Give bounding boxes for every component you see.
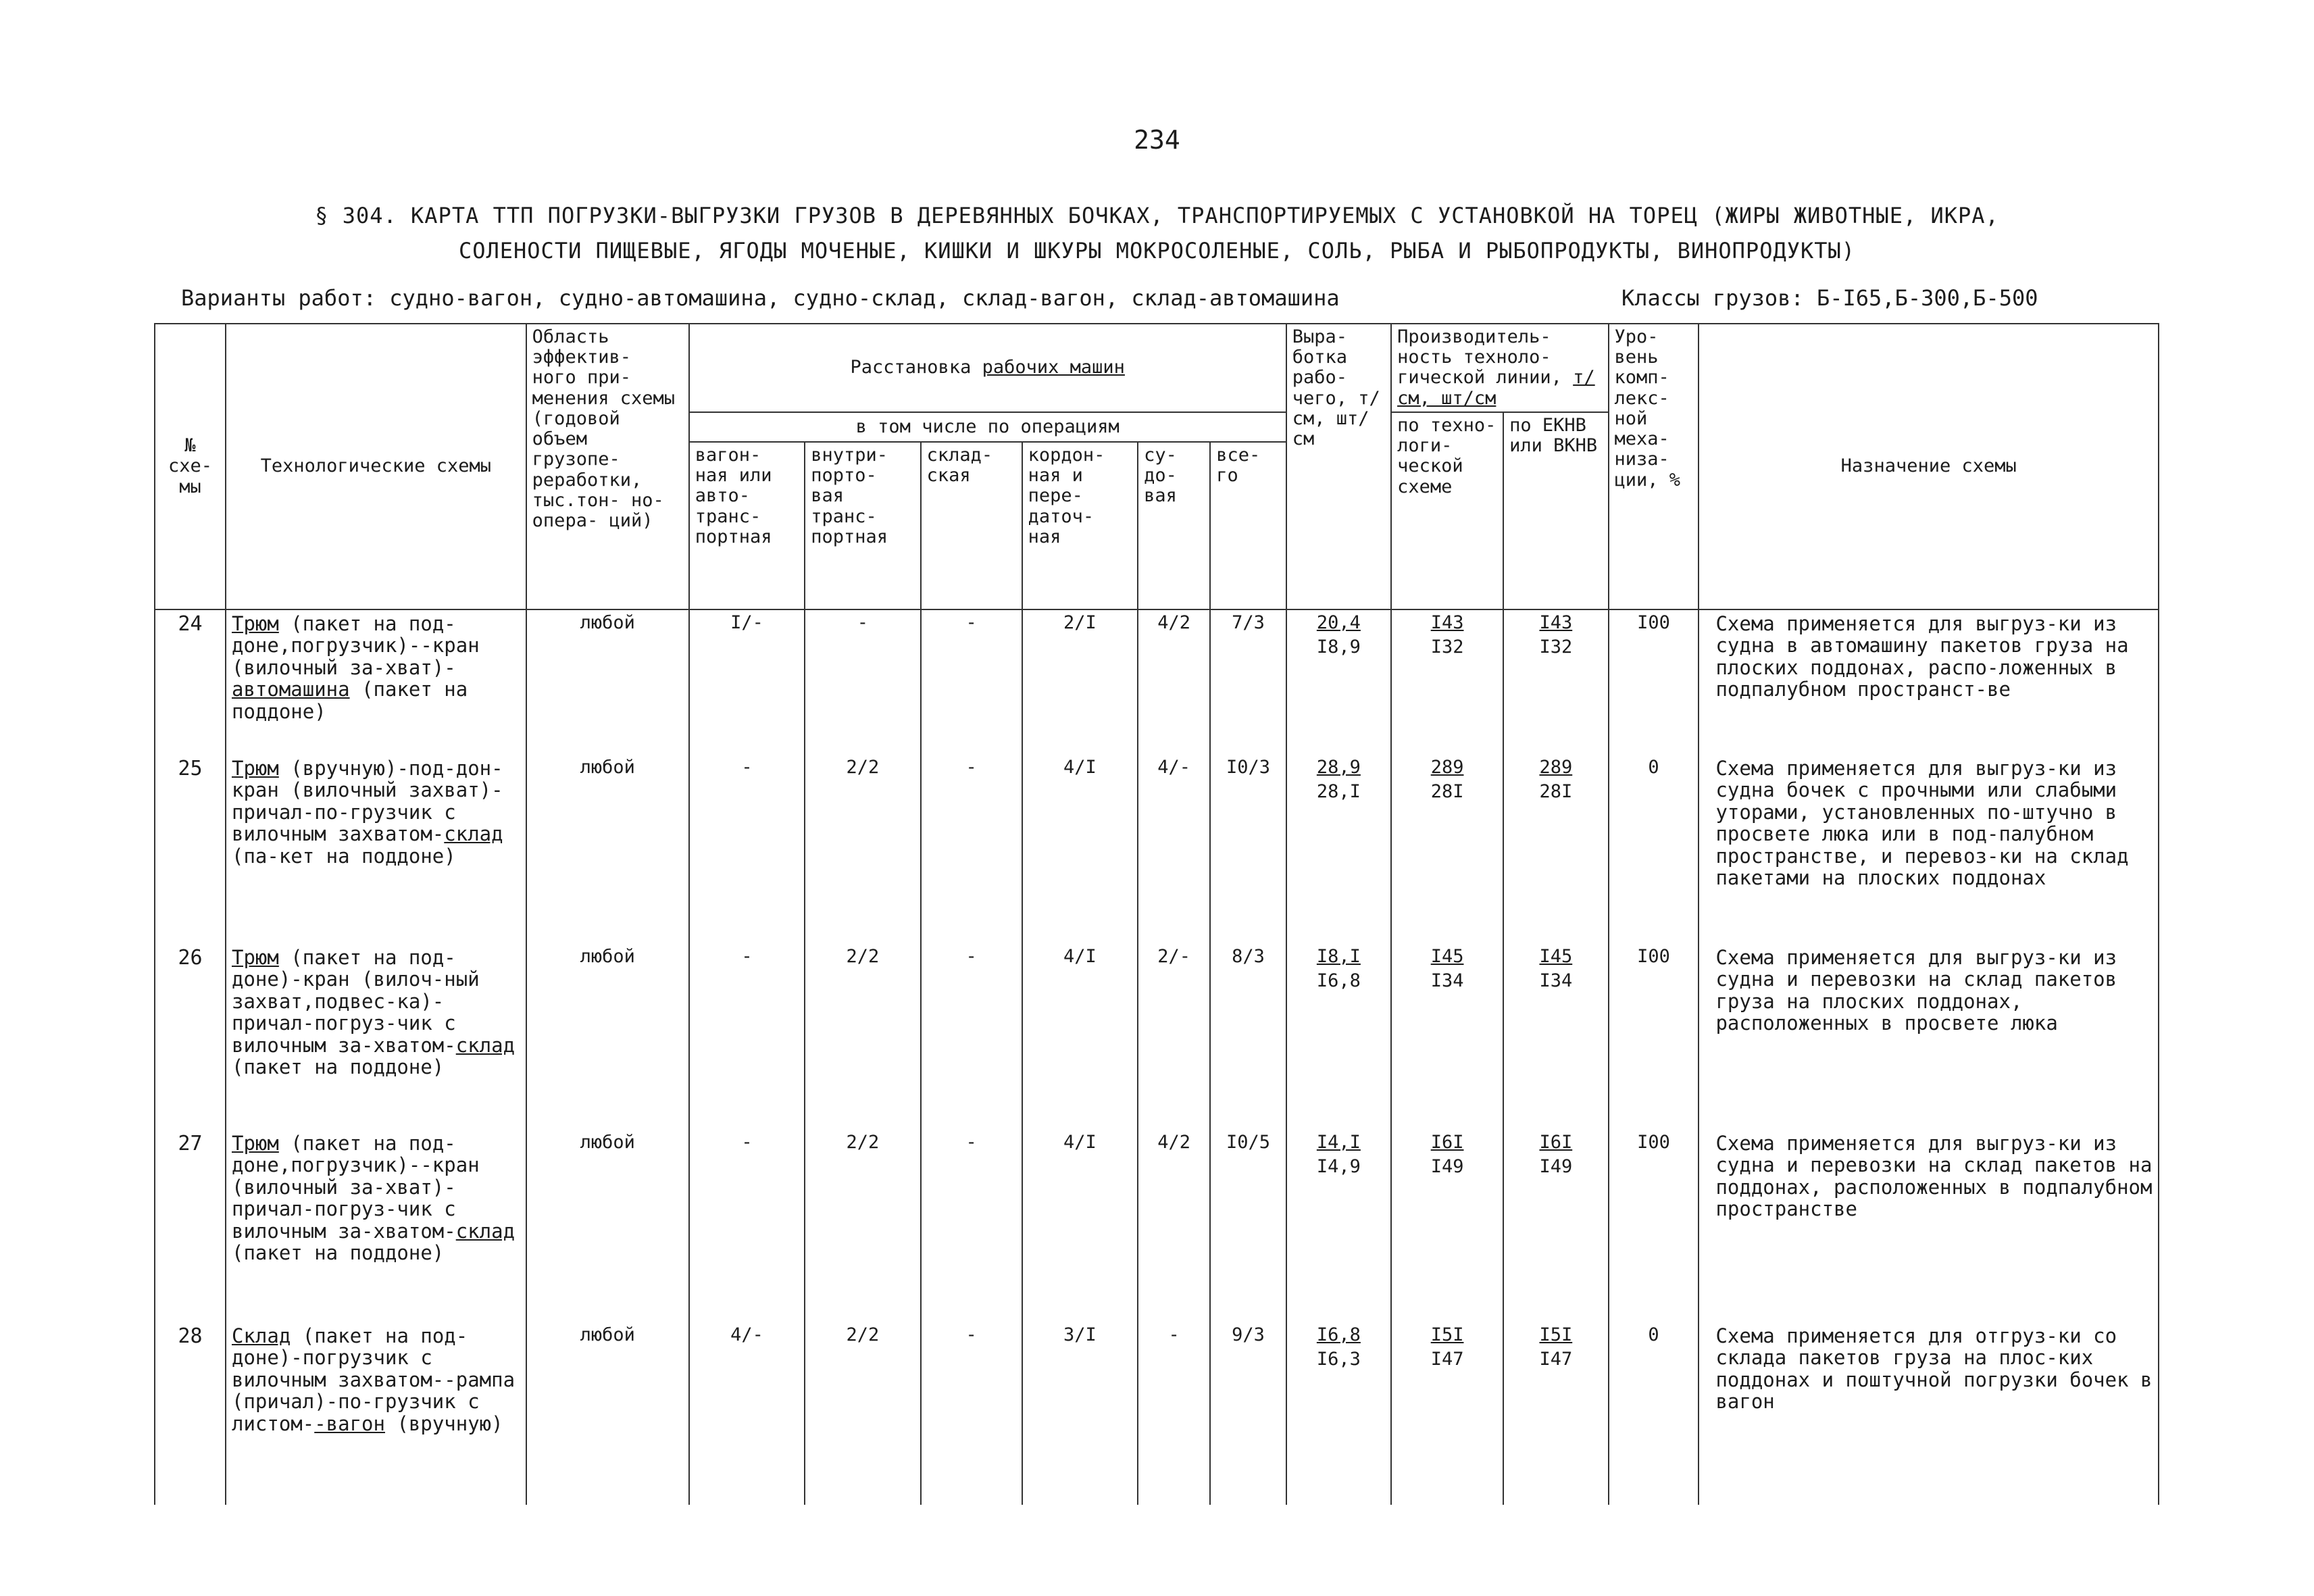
scheme-purpose: Схема применяется для выгруз-ки из судна и перевозки на склад пакетов груза на плоских поддонах, расположенных в просвете люка [1699,944,2159,1130]
worker-output-bottom: I6,3 [1316,1349,1361,1370]
table-row [155,755,2159,944]
productivity-by-scheme [1391,944,1503,1130]
scheme-text-part: (пакет на под-доне,погрузчик)--кран (вилочный за-хват)-причал-погруз-чик с вилочным за-хватом- [232,1131,480,1243]
worker-output-bottom: 28,I [1316,781,1361,803]
total-cell: I0/5 [1210,1130,1286,1322]
header-line-productivity [1391,324,1608,412]
table-row [155,944,2159,1130]
header-mechanization-level: Уро- вень комп- лекс- ной меха- низа- ции, % [1609,324,1699,609]
productivity-by-scheme-top: I5I [1430,1324,1464,1345]
productivity-by-ekhv-top: 289 [1539,756,1573,778]
scheme-purpose: Схема применяется для выгруз-ки из судна и перевозки на склад пакетов на поддонах, расположенных в подпалубном пространстве [1699,1130,2159,1322]
scheme-text-part: Трюм [232,756,279,780]
worker-output [1286,944,1391,1130]
header-machine-placement [689,324,1286,412]
quay-cell: 4/I [1022,755,1138,944]
header-wagon: вагон- ная или авто- транс- портная [689,442,805,609]
header-machine-placement-underlined: рабочих машин [982,357,1125,378]
productivity-by-ekhv [1503,1130,1608,1322]
table-body [155,609,2159,1505]
productivity-by-scheme [1391,755,1503,944]
productivity-by-ekhv-top: I45 [1539,945,1573,967]
warehouse-cell: - [921,755,1022,944]
productivity-by-ekhv-top: I5I [1539,1324,1573,1345]
worker-output-bottom: I6,8 [1316,970,1361,992]
scheme-text-part: (пакет на поддоне) [232,1241,445,1265]
header-productivity-units: т/см, шт/см [1397,367,1595,409]
scheme-text-part: (пакет на под-доне)-кран (вилоч-ный захват,подвес-ка)-причал-погруз-чик с вилочным за-хватом- [232,945,480,1057]
header-internal-port: внутри- порто- вая транс- портная [805,442,920,609]
total-cell: 9/3 [1210,1322,1286,1505]
header-scheme-purpose: Назначение схемы [1699,324,2159,609]
header-worker-output: Выра- ботка рабо- чего, т/см, шт/см [1286,324,1391,609]
internal-port-cell: - [805,609,920,755]
productivity-by-scheme-top: I6I [1430,1131,1464,1153]
scheme-number: 26 [155,944,226,1130]
productivity-by-scheme-bottom: 28I [1430,781,1464,803]
worker-output-top: 28,9 [1316,756,1361,778]
scheme-number: 28 [155,1322,226,1505]
technological-scheme [226,609,526,755]
wagon-cell: - [689,755,805,944]
warehouse-cell: - [921,1130,1022,1322]
scheme-text-part: (па-кет на поддоне) [232,844,456,868]
productivity-by-scheme-bottom: I34 [1430,970,1464,992]
productivity-by-ekhv [1503,944,1608,1130]
productivity-by-scheme-bottom: I49 [1430,1156,1464,1178]
scheme-text-part: склад [455,1033,515,1057]
header-technological-schemes: Технологические схемы [226,324,526,609]
scheme-text-part: (пакет на поддоне) [232,1055,445,1079]
work-variants: Варианты работ: судно-вагон, судно-автомашина, судно-склад, склад-вагон, склад-автомашина [181,285,1340,311]
worker-output [1286,755,1391,944]
quay-cell: 4/I [1022,944,1138,1130]
ship-cell: 4/2 [1138,609,1210,755]
scheme-number: 25 [155,755,226,944]
scheme-text-part: (вручную) [384,1412,503,1435]
scheme-number: 24 [155,609,226,755]
scheme-text-part: (пакет на поддоне) [232,678,468,723]
internal-port-cell: 2/2 [805,944,920,1130]
scheme-text-part: -вагон [314,1412,385,1435]
productivity-by-ekhv-bottom: I47 [1539,1349,1573,1370]
wagon-cell: 4/- [689,1322,805,1505]
scheme-text-part: автомашина [232,678,350,701]
total-cell: 7/3 [1210,609,1286,755]
ship-cell: - [1138,1322,1210,1505]
scheme-text-part: Трюм [232,1131,279,1155]
productivity-by-ekhv-top: I43 [1539,612,1573,633]
productivity-by-ekhv-bottom: I32 [1539,637,1573,658]
header-machine-placement-label: Расстановка [850,357,972,378]
productivity-by-ekhv [1503,755,1608,944]
productivity-by-scheme-top: 289 [1430,756,1464,778]
worker-output-bottom: I8,9 [1316,637,1361,658]
header-by-operations: в том числе по операциям [689,412,1286,442]
internal-port-cell: 2/2 [805,1130,920,1322]
scheme-text-part: (вручную)-под-дон-кран (вилочный захват)-причал-по-грузчик с вилочным захватом- [232,756,503,846]
application-area: любой [526,1322,689,1505]
productivity-by-ekhv-bottom: I49 [1539,1156,1573,1178]
worker-output [1286,609,1391,755]
productivity-by-ekhv [1503,1322,1608,1505]
ship-cell: 4/- [1138,755,1210,944]
scheme-purpose: Схема применяется для выгруз-ки из судна бочек с прочными или слабыми уторами, установленных по-штучно в просвете люка или в под-палубном пространстве, и перевоз-ки на склад пакетами на плоских поддонах [1699,755,2159,944]
mechanization-level: I00 [1609,944,1699,1130]
header-scheme-number: № схе- мы [155,324,226,609]
ttp-table [154,323,2159,1505]
cargo-classes: Классы грузов: Б-I65,Б-300,Б-500 [1621,285,2038,311]
technological-scheme [226,1130,526,1322]
table-row [155,1322,2159,1505]
wagon-cell: - [689,944,805,1130]
header-warehouse: склад- ская [921,442,1022,609]
scheme-purpose: Схема применяется для выгруз-ки из судна в автомашину пакетов груза на плоских поддонах, распо-ложенных в подпалубном пространст-ве [1699,609,2159,755]
header-ship: су- до- вая [1138,442,1210,609]
total-cell: 8/3 [1210,944,1286,1130]
productivity-by-scheme [1391,1130,1503,1322]
header-line-productivity-label: Производитель- ность техноло- гической линии, [1397,326,1562,389]
application-area: любой [526,755,689,944]
table-title-line-1: § 304. КАРТА ТТП ПОГРУЗКИ-ВЫГРУЗКИ ГРУЗОВ В ДЕРЕВЯННЫХ БОЧКАХ, ТРАНСПОРТИРУЕМЫХ С УСТАНОВКОЙ НА ТОРЕЦ (ЖИРЫ ЖИВОТНЫЕ, ИКРА, [315,203,1999,228]
scheme-text-part: склад [455,1219,515,1243]
table-row [155,1130,2159,1322]
scheme-text-part: Трюм [232,945,279,969]
productivity-by-ekhv-bottom: 28I [1539,781,1573,803]
scheme-number: 27 [155,1130,226,1322]
scheme-text-part: Склад [232,1324,291,1347]
worker-output [1286,1130,1391,1322]
quay-cell: 3/I [1022,1322,1138,1505]
application-area: любой [526,944,689,1130]
warehouse-cell: - [921,1322,1022,1505]
wagon-cell: - [689,1130,805,1322]
page-number: 234 [1134,125,1180,155]
productivity-by-scheme [1391,1322,1503,1505]
internal-port-cell: 2/2 [805,755,920,944]
header-total: все- го [1210,442,1286,609]
ship-cell: 2/- [1138,944,1210,1130]
technological-scheme [226,944,526,1130]
scheme-text-part: (пакет на под-доне)-погрузчик с вилочным захватом--рампа (причал)-по-грузчик с листом- [232,1324,515,1435]
scheme-text-part: Трюм [232,612,279,635]
scheme-purpose: Схема применяется для отгруз-ки со склада пакетов груза на плос-ких поддонах и поштучной погрузки бочек в вагон [1699,1322,2159,1505]
application-area: любой [526,1130,689,1322]
warehouse-cell: - [921,944,1022,1130]
header-quay: кордон- ная и пере- даточ- ная [1022,442,1138,609]
header-by-scheme: по техно- логи- ческой схеме [1391,412,1503,609]
table-row [155,609,2159,755]
worker-output-top: I4,I [1316,1131,1361,1153]
total-cell: I0/3 [1210,755,1286,944]
ship-cell: 4/2 [1138,1130,1210,1322]
worker-output-top: I6,8 [1316,1324,1361,1345]
application-area: любой [526,609,689,755]
wagon-cell: I/- [689,609,805,755]
productivity-by-scheme [1391,609,1503,755]
worker-output-bottom: I4,9 [1316,1156,1361,1178]
productivity-by-scheme-bottom: I47 [1430,1349,1464,1370]
scheme-text-part: (пакет на под-доне,погрузчик)--кран (вилочный за-хват)- [232,612,480,679]
mechanization-level: I00 [1609,1130,1699,1322]
productivity-by-scheme-top: I45 [1430,945,1464,967]
mechanization-level: I00 [1609,609,1699,755]
header-application-area: Область эффектив- ного при- менения схемы (годовой объем грузопе- реработки, тыс.тон- но-опера- ций) [526,324,689,609]
technological-scheme [226,1322,526,1505]
worker-output-top: 20,4 [1316,612,1361,633]
productivity-by-ekhv-top: I6I [1539,1131,1573,1153]
internal-port-cell: 2/2 [805,1322,920,1505]
worker-output-top: I8,I [1316,945,1361,967]
technological-scheme [226,755,526,944]
mechanization-level: 0 [1609,1322,1699,1505]
table-title-line-2: СОЛЕНОСТИ ПИЩЕВЫЕ, ЯГОДЫ МОЧЕНЫЕ, КИШКИ И ШКУРЫ МОКРОСОЛЕНЫЕ, СОЛЬ, РЫБА И РЫБОПРОДУКТЫ, ВИНОПРОДУКТЫ) [458,238,1856,264]
worker-output [1286,1322,1391,1505]
quay-cell: 4/I [1022,1130,1138,1322]
header-by-ekhv: по ЕКНВ или ВКНВ [1503,412,1608,609]
productivity-by-ekhv [1503,609,1608,755]
mechanization-level: 0 [1609,755,1699,944]
quay-cell: 2/I [1022,609,1138,755]
productivity-by-ekhv-bottom: I34 [1539,970,1573,992]
productivity-by-scheme-top: I43 [1430,612,1464,633]
productivity-by-scheme-bottom: I32 [1430,637,1464,658]
scheme-text-part: склад [444,822,503,846]
warehouse-cell: - [921,609,1022,755]
